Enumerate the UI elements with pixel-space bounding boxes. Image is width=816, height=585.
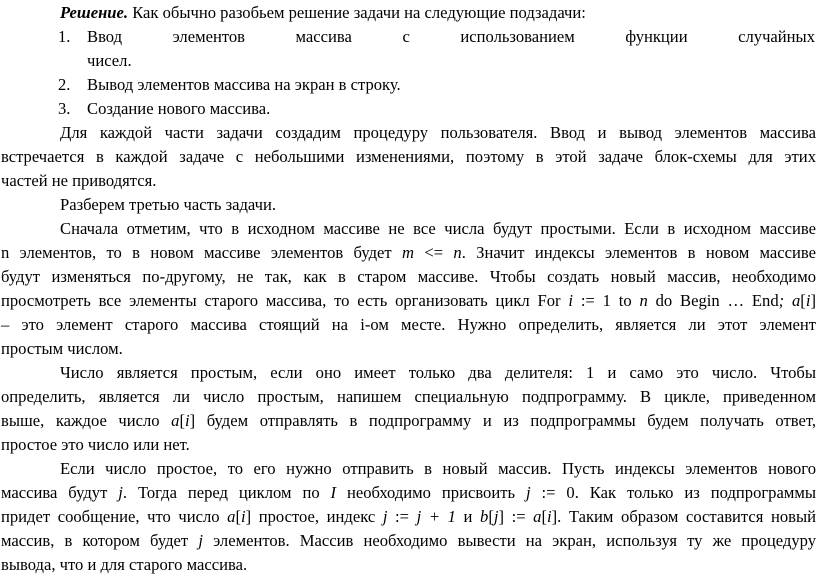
text-line (87, 49, 487, 73)
text-run: ] простое, индекс (245, 507, 383, 526)
italic-variable: n (453, 243, 462, 262)
text-line (1, 481, 816, 505)
text-line (1, 337, 601, 361)
italic-variable: j (493, 507, 499, 526)
text-run: := 0. Как только из подпрограммы (530, 483, 816, 502)
text-run: [ (800, 291, 806, 310)
text-run: do Begin … End (647, 291, 779, 310)
italic-variable: j + 1 (416, 507, 456, 526)
text-line (87, 97, 687, 121)
text-run: Вывод элементов массива на экран в строку. (87, 75, 401, 94)
text-run: ] := (498, 507, 534, 526)
italic-variable: i (805, 291, 811, 310)
italic-variable: i (547, 507, 552, 526)
italic-variable: ; (778, 291, 785, 310)
text-run: элементов. Массив необходимо вывести на экран, используя ту же процедуру (202, 531, 816, 550)
italic-variable: m (402, 243, 414, 262)
italic-variable: i (185, 411, 190, 430)
text-run: чисел. (87, 51, 132, 70)
text-run: Как обычно разобьем решение задачи на следующие подзадачи: (128, 3, 586, 22)
text-line (87, 73, 687, 97)
italic-variable: n (639, 291, 648, 310)
text-run: массив, в котором будет (1, 531, 199, 550)
text-run: ]. Таким образом составится новый (551, 507, 816, 526)
text-run: Для каждой части задачи создадим процедуру пользователя. Ввод и вывод элементов массива (60, 123, 816, 142)
heading-label: Решение. (60, 3, 129, 22)
text-line (1, 145, 816, 169)
text-run: ] (810, 291, 816, 310)
text-line (87, 25, 815, 49)
text-run: необходимо присвоить (336, 483, 526, 502)
italic-variable: a (227, 507, 236, 526)
text-run: Сначала отметим, что в исходном массиве не все числа будут простыми. Если в исходном массиве (60, 219, 816, 238)
italic-variable: b (480, 507, 489, 526)
list-number: 1. (58, 27, 71, 46)
text-run (784, 291, 792, 310)
list-number: 3. (58, 99, 71, 118)
italic-variable: a (533, 507, 542, 526)
text-run: . Значит индексы элементов в новом массиве (461, 243, 816, 262)
text-run: . Тогда перед циклом по (122, 483, 331, 502)
text-run: массива будут (1, 483, 119, 502)
text-run: := 1 to (573, 291, 640, 310)
italic-variable: a (792, 291, 801, 310)
text-line (1, 505, 816, 529)
italic-variable: j (382, 507, 388, 526)
text-run: придет сообщение, что число (1, 507, 228, 526)
text-run: [ (488, 507, 494, 526)
text-line (60, 361, 816, 385)
text-line (1, 409, 816, 433)
italic-variable: a (171, 411, 180, 430)
text-line (1, 265, 816, 289)
text-run: Ввод элементов массива с использованием функции случайных (87, 27, 815, 46)
text-line (1, 553, 601, 577)
text-run: просмотреть все элементы старого массива, то есть организовать цикл For (1, 291, 569, 310)
text-run: n элементов, то в новом массиве элементов будет (1, 243, 403, 262)
text-run: Если число простое, то его нужно отправить в новый массив. Пусть индексы элементов нового (60, 459, 816, 478)
text-run: ] будем отправлять в подпрограмму и из подпрограммы будем получать ответ, (189, 411, 816, 430)
text-line (1, 313, 816, 337)
text-run: [ (541, 507, 547, 526)
text-run: простое это число или нет. (1, 435, 190, 454)
text-run: Разберем третью часть задачи. (60, 195, 277, 214)
text-line (1, 385, 816, 409)
text-line (60, 1, 760, 25)
text-run: Число является простым, если оно имеет только два делителя: 1 и само это число. Чтобы (60, 363, 816, 382)
text-line (1, 289, 816, 313)
list-number: 2. (58, 75, 71, 94)
text-line (60, 457, 816, 481)
text-run: Создание нового массива. (87, 99, 271, 118)
italic-variable: j (118, 483, 123, 502)
text-line (60, 193, 660, 217)
italic-variable: j (198, 531, 203, 550)
text-run: выше, каждое число (1, 411, 172, 430)
text-line (1, 241, 816, 265)
italic-variable: j (525, 483, 531, 502)
text-run: частей не приводятся. (1, 171, 157, 190)
italic-variable: I (330, 483, 337, 502)
italic-variable: i (568, 291, 573, 310)
text-run: := (387, 507, 417, 526)
text-line (60, 121, 816, 145)
text-line (1, 529, 816, 553)
text-line (60, 217, 816, 241)
text-run: [ (235, 507, 241, 526)
text-run: вывода, что и для старого массива. (1, 555, 248, 574)
text-run: определить, является ли число простым, напишем специальную подпрограмму. В цикле, приведенном (1, 387, 816, 406)
text-run: встречается в каждой задаче с небольшими изменениями, поэтому в этой задаче блок-схемы для этих (1, 147, 816, 166)
italic-variable: i (241, 507, 246, 526)
text-run: простым числом. (1, 339, 123, 358)
text-run: <= (414, 243, 454, 262)
text-line (1, 169, 601, 193)
text-run: и (455, 507, 481, 526)
text-run: – это элемент старого массива стоящий на i-ом месте. Нужно определить, является ли этот элемент (1, 315, 816, 334)
text-line (1, 433, 601, 457)
text-run: [ (179, 411, 185, 430)
text-run: будут изменяться по-другому, не так, как в старом массиве. Чтобы создать новый массив, необходимо (1, 267, 816, 286)
